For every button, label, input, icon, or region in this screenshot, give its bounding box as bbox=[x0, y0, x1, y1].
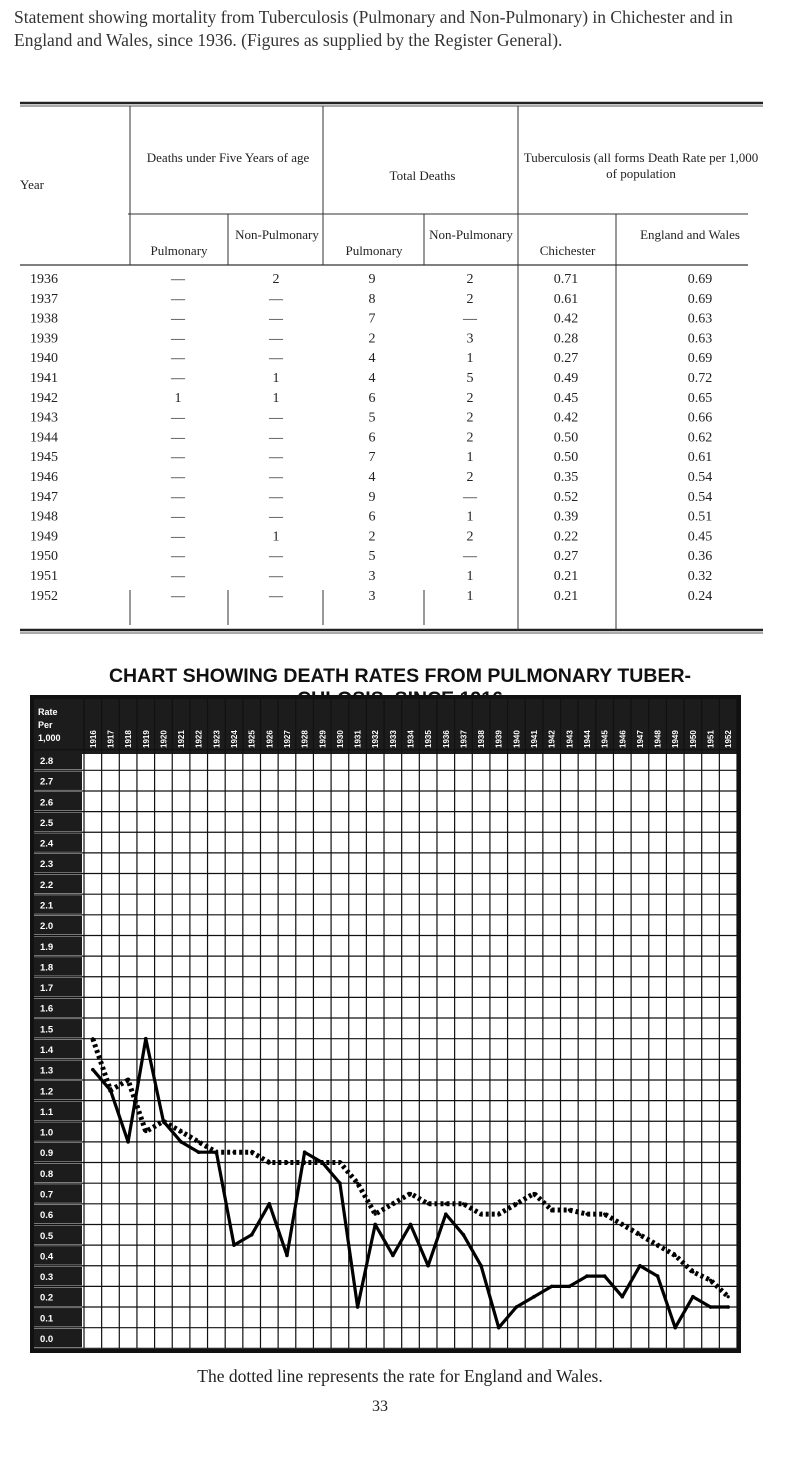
cell-u5np: 1 bbox=[272, 529, 280, 545]
x-tick-label: 1921 bbox=[177, 730, 187, 748]
cell-tp: 3 bbox=[368, 588, 376, 604]
chichester-point bbox=[144, 1037, 148, 1041]
england-wales-point bbox=[462, 1202, 465, 1205]
chichester-point bbox=[232, 1243, 236, 1247]
cell-tp: 4 bbox=[368, 371, 376, 386]
cell-u5p: 1 bbox=[174, 390, 182, 406]
x-tick-label: 1925 bbox=[247, 730, 257, 748]
cell-chi: 0.49 bbox=[553, 371, 579, 386]
x-tick-label: 1939 bbox=[494, 730, 504, 748]
x-tick-label: 1940 bbox=[512, 730, 522, 748]
rate-label-line-2: Per bbox=[38, 720, 53, 730]
chichester-point bbox=[673, 1326, 677, 1330]
cell-tp: 4 bbox=[368, 470, 376, 485]
cell-chi: 0.61 bbox=[553, 291, 579, 307]
england-wales-point bbox=[321, 1161, 324, 1164]
x-tick-label: 1926 bbox=[265, 730, 275, 748]
cell-u5np: 1 bbox=[272, 371, 280, 386]
chichester-point bbox=[620, 1295, 624, 1299]
cell-u5np: — bbox=[269, 470, 283, 485]
x-tick-label: 1950 bbox=[688, 730, 698, 748]
x-tick-label: 1951 bbox=[706, 730, 716, 748]
chichester-point bbox=[532, 1295, 536, 1299]
cell-ew: 0.62 bbox=[687, 430, 713, 446]
cell-chi: 0.22 bbox=[553, 529, 579, 545]
y-tick-label: 1.9 bbox=[40, 941, 54, 953]
cell-year: 1944 bbox=[30, 430, 58, 446]
cell-chi: 0.50 bbox=[553, 450, 579, 466]
cell-tnp: 2 bbox=[466, 291, 474, 307]
y-tick-label: 0.6 bbox=[40, 1210, 54, 1222]
cell-u5np: 1 bbox=[272, 390, 280, 406]
cell-chi: 0.71 bbox=[553, 272, 579, 287]
x-tick-label: 1924 bbox=[230, 730, 240, 748]
cell-year: 1936 bbox=[30, 272, 58, 287]
cell-tnp: 2 bbox=[466, 470, 474, 485]
rate-label-line-1: Rate bbox=[38, 707, 58, 717]
cell-u5np: — bbox=[269, 489, 283, 505]
england-wales-point bbox=[215, 1151, 218, 1154]
cell-u5p: — bbox=[171, 351, 185, 367]
chichester-point bbox=[356, 1305, 360, 1309]
y-tick-label: 2.3 bbox=[40, 859, 54, 871]
cell-ew: 0.24 bbox=[687, 588, 713, 604]
england-wales-point bbox=[550, 1208, 553, 1211]
cell-u5p: — bbox=[171, 569, 185, 584]
y-tick-label: 1.2 bbox=[40, 1086, 54, 1098]
cell-year: 1939 bbox=[30, 331, 58, 347]
cell-u5np: — bbox=[269, 549, 283, 565]
england-wales-point bbox=[391, 1202, 394, 1205]
chichester-point bbox=[285, 1254, 289, 1258]
chichester-point bbox=[197, 1150, 201, 1154]
england-wales-point bbox=[338, 1161, 341, 1164]
cell-u5p: — bbox=[171, 430, 185, 446]
cell-ew: 0.45 bbox=[687, 529, 713, 545]
cell-chi: 0.27 bbox=[553, 351, 579, 367]
cell-u5np: — bbox=[269, 569, 283, 584]
x-tick-label: 1952 bbox=[724, 730, 734, 748]
england-wales-point bbox=[197, 1140, 200, 1143]
chichester-point bbox=[479, 1264, 483, 1268]
y-tick-label: 2.8 bbox=[40, 756, 54, 767]
england-wales-point bbox=[621, 1223, 624, 1226]
cell-tnp: 2 bbox=[466, 430, 474, 446]
cell-ew: 0.51 bbox=[687, 509, 713, 525]
deaths-under-five-header: Deaths under Five Years of age bbox=[146, 150, 310, 165]
y-tick-label: 0.0 bbox=[40, 1334, 54, 1345]
x-tick-label: 1918 bbox=[124, 730, 134, 748]
cell-tnp: 1 bbox=[466, 588, 474, 604]
chichester-point bbox=[373, 1223, 377, 1227]
x-tick-label: 1948 bbox=[653, 730, 663, 748]
chichester-point bbox=[126, 1140, 130, 1144]
england-wales-header: England and Wales bbox=[640, 227, 740, 242]
y-tick-label: 0.7 bbox=[40, 1189, 54, 1201]
x-tick-label: 1920 bbox=[159, 730, 169, 748]
cell-tp: 6 bbox=[368, 509, 376, 525]
x-tick-label: 1947 bbox=[635, 730, 645, 748]
x-tick-label: 1930 bbox=[335, 730, 345, 748]
x-tick-label: 1928 bbox=[300, 730, 310, 748]
x-tick-label: 1942 bbox=[547, 730, 557, 748]
cell-tp: 5 bbox=[368, 549, 376, 565]
england-wales-point bbox=[303, 1161, 306, 1164]
england-wales-point bbox=[250, 1151, 253, 1154]
england-wales-point bbox=[479, 1213, 482, 1216]
cell-tp: 9 bbox=[368, 489, 376, 505]
england-wales-point bbox=[709, 1279, 712, 1282]
cell-chi: 0.35 bbox=[553, 470, 579, 485]
england-wales-point bbox=[179, 1130, 182, 1133]
cell-u5np: — bbox=[269, 430, 283, 446]
cell-tp: 5 bbox=[368, 410, 376, 426]
cell-u5p: — bbox=[171, 588, 185, 604]
chichester-point bbox=[391, 1254, 395, 1258]
y-tick-label: 0.4 bbox=[40, 1251, 54, 1263]
intro-statement: Statement showing mortality from Tuberculosis (Pulmonary and Non-Pulmonary) in Chichester and in England and Wales, since 1936. (Figures as supplied by the Register General). bbox=[14, 7, 733, 50]
cell-year: 1938 bbox=[30, 311, 58, 327]
cell-u5np: — bbox=[269, 410, 283, 426]
cell-ew: 0.54 bbox=[687, 489, 713, 505]
y-tick-label: 1.1 bbox=[40, 1106, 54, 1118]
cell-u5np: — bbox=[269, 331, 283, 347]
rate-label-line-3: 1,000 bbox=[38, 733, 61, 743]
cell-chi: 0.28 bbox=[553, 331, 579, 347]
y-tick-label: 2.7 bbox=[40, 776, 54, 788]
cell-u5p: — bbox=[171, 489, 185, 505]
cell-u5p: — bbox=[171, 371, 185, 386]
england-wales-point bbox=[268, 1161, 271, 1164]
cell-chi: 0.45 bbox=[553, 390, 579, 406]
y-tick-label: 0.2 bbox=[40, 1292, 54, 1304]
chichester-point bbox=[656, 1274, 660, 1278]
cell-u5p: — bbox=[171, 311, 185, 327]
cell-ew: 0.63 bbox=[687, 331, 713, 347]
cell-ew: 0.63 bbox=[687, 311, 713, 327]
chichester-point bbox=[497, 1326, 501, 1330]
total-pulmonary-header: Pulmonary bbox=[345, 243, 403, 258]
y-tick-label: 2.2 bbox=[40, 879, 54, 891]
total-deaths-header: Total Deaths bbox=[389, 168, 456, 183]
cell-chi: 0.27 bbox=[553, 549, 579, 565]
chichester-point bbox=[426, 1264, 430, 1268]
cell-u5p: — bbox=[171, 331, 185, 347]
england-wales-point bbox=[691, 1270, 694, 1273]
england-wales-point bbox=[285, 1161, 288, 1164]
chichester-point bbox=[638, 1264, 642, 1268]
cell-chi: 0.21 bbox=[553, 588, 579, 604]
y-tick-label: 0.8 bbox=[40, 1168, 54, 1180]
y-tick-label: 0.3 bbox=[40, 1272, 54, 1284]
england-wales-point bbox=[144, 1130, 147, 1133]
england-wales-point bbox=[674, 1254, 677, 1257]
cell-tp: 7 bbox=[368, 450, 376, 466]
cell-u5p: — bbox=[171, 410, 185, 426]
cell-year: 1952 bbox=[30, 588, 58, 604]
x-tick-label: 1935 bbox=[424, 730, 434, 748]
england-wales-point bbox=[497, 1213, 500, 1216]
x-tick-label: 1916 bbox=[88, 730, 98, 748]
chart-border bbox=[32, 697, 739, 1351]
cell-tp: 6 bbox=[368, 430, 376, 446]
cell-tp: 4 bbox=[368, 351, 376, 367]
cell-year: 1942 bbox=[30, 390, 58, 406]
england-wales-point bbox=[109, 1089, 112, 1092]
cell-tnp: 1 bbox=[466, 351, 474, 367]
chichester-point bbox=[462, 1233, 466, 1237]
cell-ew: 0.69 bbox=[687, 351, 713, 367]
year-header: Year bbox=[20, 177, 44, 192]
england-wales-point bbox=[603, 1213, 606, 1216]
cell-chi: 0.39 bbox=[553, 509, 579, 525]
cell-year: 1943 bbox=[30, 410, 58, 426]
cell-year: 1946 bbox=[30, 470, 58, 485]
england-wales-point bbox=[127, 1078, 130, 1081]
cell-tp: 3 bbox=[368, 569, 376, 584]
page-number: 33 bbox=[372, 1398, 388, 1415]
x-tick-label: 1945 bbox=[600, 730, 610, 748]
cell-year: 1949 bbox=[30, 529, 58, 545]
x-tick-label: 1937 bbox=[459, 730, 469, 748]
cell-tp: 9 bbox=[368, 272, 376, 287]
tb-rate-header: Tuberculosis (all forms Death Rate per 1,000 of population bbox=[523, 150, 759, 181]
cell-ew: 0.65 bbox=[687, 390, 713, 406]
cell-year: 1947 bbox=[30, 489, 58, 505]
cell-ew: 0.72 bbox=[687, 371, 713, 386]
chichester-point bbox=[179, 1140, 183, 1144]
x-tick-label: 1946 bbox=[618, 730, 628, 748]
chichester-point bbox=[585, 1274, 589, 1278]
cell-u5p: — bbox=[171, 470, 185, 485]
cell-year: 1941 bbox=[30, 371, 58, 386]
y-tick-label: 1.5 bbox=[40, 1024, 54, 1036]
y-tick-label: 1.3 bbox=[40, 1065, 54, 1077]
cell-tnp: 2 bbox=[466, 390, 474, 406]
x-tick-label: 1941 bbox=[530, 730, 540, 748]
cell-u5p: — bbox=[171, 549, 185, 565]
chichester-point bbox=[568, 1285, 572, 1289]
cell-year: 1951 bbox=[30, 569, 58, 584]
y-axis-labels bbox=[34, 751, 82, 1348]
y-tick-label: 1.6 bbox=[40, 1003, 54, 1015]
x-tick-label: 1932 bbox=[371, 730, 381, 748]
cell-tp: 2 bbox=[368, 331, 376, 347]
y-tick-label: 2.4 bbox=[40, 838, 54, 850]
chichester-point bbox=[444, 1212, 448, 1216]
x-axis-labels bbox=[89, 730, 733, 748]
chichester-point bbox=[409, 1223, 413, 1227]
england-wales-point bbox=[656, 1244, 659, 1247]
cell-ew: 0.54 bbox=[687, 470, 713, 485]
chichester-point bbox=[250, 1233, 254, 1237]
cell-u5np: — bbox=[269, 588, 283, 604]
cell-u5p: — bbox=[171, 272, 185, 287]
england-wales-point bbox=[427, 1202, 430, 1205]
cell-tnp: 2 bbox=[466, 272, 474, 287]
cell-tnp: 3 bbox=[466, 331, 474, 347]
cell-u5np: — bbox=[269, 450, 283, 466]
x-tick-label: 1927 bbox=[282, 730, 292, 748]
cell-tnp: — bbox=[463, 549, 477, 565]
y-tick-label: 1.0 bbox=[40, 1127, 54, 1139]
chichester-point bbox=[726, 1305, 730, 1309]
england-wales-point bbox=[444, 1202, 447, 1205]
x-tick-label: 1949 bbox=[671, 730, 681, 748]
y-tick-label: 1.4 bbox=[40, 1045, 54, 1056]
chichester-point bbox=[709, 1305, 713, 1309]
cell-ew: 0.61 bbox=[687, 450, 713, 466]
england-wales-point bbox=[91, 1037, 94, 1040]
england-wales-point bbox=[568, 1208, 571, 1211]
cell-ew: 0.32 bbox=[687, 569, 713, 584]
x-tick-label: 1934 bbox=[406, 730, 416, 748]
cell-tnp: — bbox=[463, 489, 477, 505]
y-tick-label: 0.1 bbox=[40, 1313, 54, 1325]
cell-u5np: 2 bbox=[272, 272, 280, 287]
chichester-point bbox=[603, 1274, 607, 1278]
x-tick-label: 1936 bbox=[441, 730, 451, 748]
cell-tnp: 1 bbox=[466, 450, 474, 466]
cell-u5p: — bbox=[171, 450, 185, 466]
chart-footnote: The dotted line represents the rate for England and Wales. bbox=[197, 1366, 603, 1386]
england-wales-point bbox=[727, 1295, 730, 1298]
cell-tnp: 1 bbox=[466, 569, 474, 584]
y-tick-label: 2.0 bbox=[40, 921, 54, 933]
england-wales-point bbox=[232, 1151, 235, 1154]
chichester-point bbox=[515, 1305, 519, 1309]
total-non-pulmonary-header: Non-Pulmonary bbox=[429, 227, 513, 242]
england-wales-point bbox=[356, 1182, 359, 1185]
chart-title-line-1: CHART SHOWING DEATH RATES FROM PULMONARY TUBER- bbox=[108, 665, 692, 687]
chichester-point bbox=[550, 1285, 554, 1289]
chichester-point bbox=[303, 1150, 307, 1154]
cell-year: 1937 bbox=[30, 291, 58, 307]
y-tick-label: 0.5 bbox=[40, 1230, 54, 1242]
cell-u5np: — bbox=[269, 311, 283, 327]
cell-tp: 8 bbox=[368, 291, 376, 307]
x-tick-label: 1917 bbox=[106, 730, 116, 748]
cell-ew: 0.69 bbox=[687, 272, 713, 287]
england-wales-point bbox=[515, 1202, 518, 1205]
england-wales-point bbox=[162, 1120, 165, 1123]
y-tick-label: 1.7 bbox=[40, 983, 54, 995]
cell-chi: 0.21 bbox=[553, 569, 579, 584]
cell-tnp: 2 bbox=[466, 410, 474, 426]
england-wales-point bbox=[585, 1213, 588, 1216]
cell-chi: 0.50 bbox=[553, 430, 579, 446]
cell-u5np: — bbox=[269, 291, 283, 307]
cell-u5p: — bbox=[171, 509, 185, 525]
england-wales-line bbox=[93, 1039, 728, 1297]
x-tick-label: 1938 bbox=[477, 730, 487, 748]
cell-u5np: — bbox=[269, 351, 283, 367]
y-tick-label: 2.1 bbox=[40, 900, 54, 912]
y-tick-label: 2.5 bbox=[40, 817, 54, 829]
chichester-point bbox=[338, 1181, 342, 1185]
x-tick-label: 1923 bbox=[212, 730, 222, 748]
cell-chi: 0.42 bbox=[553, 311, 579, 327]
cell-tnp: 1 bbox=[466, 509, 474, 525]
y-tick-label: 2.6 bbox=[40, 797, 54, 809]
cell-tnp: 5 bbox=[466, 371, 474, 386]
cell-tp: 7 bbox=[368, 311, 376, 327]
x-tick-label: 1931 bbox=[353, 730, 363, 748]
x-tick-label: 1919 bbox=[141, 730, 151, 748]
cell-tnp: 2 bbox=[466, 529, 474, 545]
england-wales-point bbox=[409, 1192, 412, 1195]
x-tick-label: 1922 bbox=[194, 730, 204, 748]
cell-year: 1940 bbox=[30, 351, 58, 367]
cell-u5p: — bbox=[171, 291, 185, 307]
cell-year: 1945 bbox=[30, 450, 58, 466]
cell-ew: 0.36 bbox=[687, 549, 713, 565]
cell-tp: 2 bbox=[368, 529, 376, 545]
cell-tp: 6 bbox=[368, 390, 376, 406]
cell-ew: 0.69 bbox=[687, 291, 713, 307]
under-five-pulmonary-header: Pulmonary bbox=[150, 243, 208, 258]
x-tick-label: 1944 bbox=[582, 730, 592, 748]
chichester-point bbox=[91, 1068, 95, 1072]
under-five-non-pulmonary-header: Non-Pulmonary bbox=[235, 227, 319, 242]
cell-tnp: — bbox=[463, 311, 477, 327]
y-tick-label: 1.8 bbox=[40, 962, 54, 974]
chichester-point bbox=[268, 1202, 272, 1206]
chichester-point bbox=[691, 1295, 695, 1299]
cell-chi: 0.42 bbox=[553, 410, 579, 426]
y-tick-label: 0.9 bbox=[40, 1148, 54, 1160]
cell-ew: 0.66 bbox=[687, 410, 713, 426]
england-wales-point bbox=[638, 1233, 641, 1236]
england-wales-point bbox=[532, 1192, 535, 1195]
england-wales-point bbox=[374, 1213, 377, 1216]
x-tick-label: 1933 bbox=[388, 730, 398, 748]
chichester-header: Chichester bbox=[539, 243, 596, 258]
x-tick-label: 1929 bbox=[318, 730, 328, 748]
cell-u5p: — bbox=[171, 529, 185, 545]
chart-grid bbox=[34, 699, 737, 1348]
cell-year: 1950 bbox=[30, 549, 58, 565]
x-tick-label: 1943 bbox=[565, 730, 575, 748]
cell-u5np: — bbox=[269, 509, 283, 525]
cell-chi: 0.52 bbox=[553, 489, 579, 505]
cell-year: 1948 bbox=[30, 509, 58, 525]
